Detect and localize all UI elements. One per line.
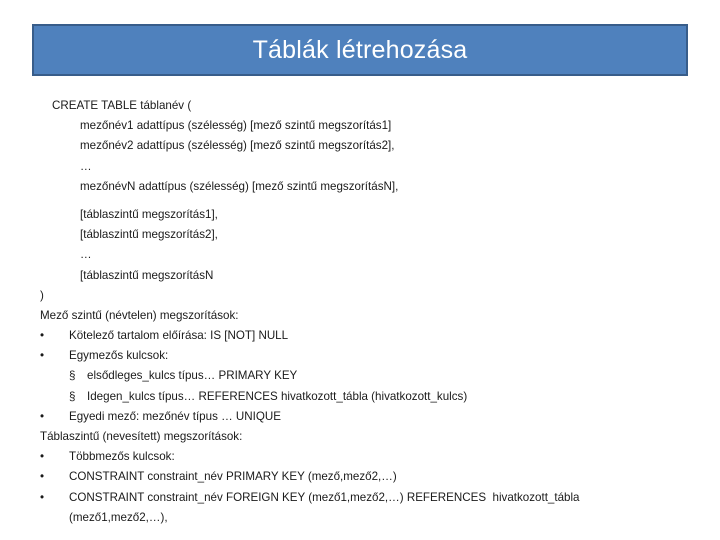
sub-list-item-text: elsődleges_kulcs típus… PRIMARY KEY [87, 369, 298, 383]
list-item [40, 346, 700, 366]
list-item-continuation: (mező1,mező2,…), [69, 510, 168, 524]
list-item-text: Kötelező tartalom előírása: IS [NOT] NULL [69, 329, 289, 343]
list-item [40, 488, 700, 508]
bullet-icon: • [40, 490, 45, 504]
list-item [40, 407, 700, 427]
list-item-text: Egyedi mező: mezőnév típus … UNIQUE [69, 409, 281, 423]
table-constraint-2: [táblaszintű megszorítás2], [80, 228, 218, 242]
square-bullet-icon: § [69, 369, 76, 383]
list-item [40, 467, 700, 487]
sub-list-item [40, 366, 700, 386]
square-bullet-icon: § [69, 389, 76, 403]
bullet-icon: • [40, 409, 45, 423]
ellipsis-1: … [80, 159, 92, 173]
title-bar [32, 24, 688, 76]
list-item-text: Többmezős kulcsok: [69, 450, 175, 464]
sub-list-item [40, 387, 700, 407]
list-item-text: CONSTRAINT constraint_név PRIMARY KEY (mező,mező2,…) [69, 470, 397, 484]
sub-list-item-text: Idegen_kulcs típus… REFERENCES hivatkozott_tábla (hivatkozott_kulcs) [87, 389, 468, 403]
field-def-n: mezőnévN adattípus (szélesség) [mező szintű megszorításN], [80, 179, 399, 193]
bullet-icon: • [40, 470, 45, 484]
list-item [40, 447, 700, 467]
list-item-text: Egymezős kulcsok: [69, 349, 169, 363]
ellipsis-2: … [80, 248, 92, 262]
field-constraints-heading: Mező szintű (névtelen) megszorítások: [40, 308, 239, 322]
field-def-2: mezőnév2 adattípus (szélesség) [mező szintű megszorítás2], [80, 139, 395, 153]
slide-content [40, 96, 700, 528]
table-constraints-heading: Táblaszintű (nevesített) megszorítások: [40, 430, 243, 443]
field-def-1: mezőnév1 adattípus (szélesség) [mező szintű megszorítás1] [80, 119, 392, 133]
table-constraint-n: [táblaszintű megszorításN [80, 268, 214, 282]
create-table-line: CREATE TABLE táblanév ( [52, 99, 192, 112]
bullet-icon: • [40, 450, 45, 464]
list-item-text: CONSTRAINT constraint_név FOREIGN KEY (mező1,mező2,…) REFERENCES hivatkozott_tábla [69, 490, 580, 504]
list-item [40, 326, 700, 346]
bullet-icon: • [40, 349, 45, 363]
table-constraint-1: [táblaszintű megszorítás1], [80, 207, 218, 221]
spacer [40, 197, 700, 205]
close-paren: ) [40, 288, 44, 302]
slide-title: Táblák létrehozása [252, 35, 468, 64]
bullet-icon: • [40, 329, 45, 343]
